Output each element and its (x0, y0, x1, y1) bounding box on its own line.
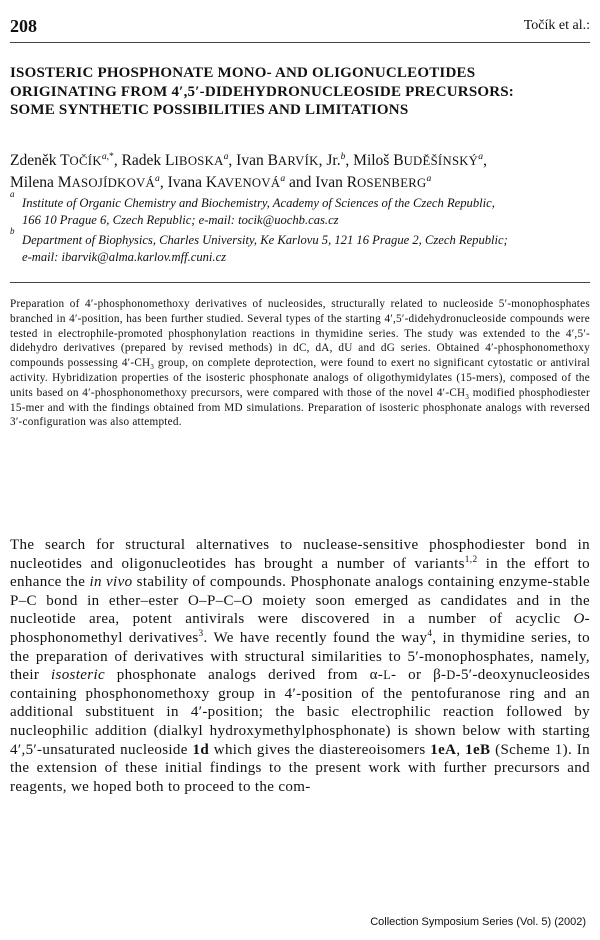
page-footer: Collection Symposium Series (Vol. 5) (2002) (370, 916, 586, 928)
page-number: 208 (10, 16, 37, 36)
author-kavenova: Ivana KAVENOVÁ$^a$ (167, 172, 286, 191)
author-rosenberg: Ivan ROSENBERG$^a$ (315, 172, 432, 191)
author-list: Zdeněk $TOČÍK^{a,*}$, Radek LIBOSKA$^a$, Ivan BARVÍK, Jr.$^b$, Miloš BUDĚŠÍNSKÝ$^a$, Milena MASOJÍDKOVÁ$^a$, Ivana KAVENOVÁ$^a$ and Ivan ROSENBERG$^a$ (10, 150, 487, 191)
title-line-3: SOME SYNTHETIC POSSIBILITIES AND LIMITATIONS (10, 102, 409, 118)
compound-label: 1d (192, 741, 210, 758)
author-tocik: Zdeněk $TOČÍK^{a,*}$ (10, 150, 114, 169)
citation-ref: 1,2 (464, 554, 478, 565)
body-paragraph: The search for structural alternatives to nuclease-sensitive phosphodiester bond in nucleotides and oligonucleotides has brought a number of variants$^{1,2}$ in the effort to enhance the in vivo stability of compounds. Phosphonate analogs containing enzyme-stable P–C bond in ether–ester O–P–C–O moiety soon emerged as candidates and in the nucleotide area, potent antivirals were discovered in a number of acyclic O-phosphonomethyl derivatives$^3$. We have recently found the way$^4$, in thymidine series, to the preparation of derivatives with structural similarities to 5′-monophosphates, namely, their isosteric phosphonate analogs derived from α-L- or β-D-5′-deoxynucleosides containing phosphonomethoxy group in 4′-position of the pentofuranose ring and an additional substituent in 4′-position; the basic electrophilic reaction followed by nucleophilic addition (dialkyl hydroxymethylphosphonate) is shown below with starting 4′,5′-unsaturated nucleoside 1d which gives the diastereoisomers 1eA, 1eB (Scheme 1). In the extension of these initial findings to the present work with further precursors and reagents, we hoped both to proceed to the com- (10, 537, 591, 795)
author-barvik: Ivan BARVÍK, Jr.$^b$ (236, 150, 346, 169)
citation-ref: 3 (198, 628, 204, 639)
author-liboska: Radek LIBOSKA$^a$ (121, 150, 229, 169)
title-line-1: ISOSTERIC PHOSPHONATE MONO- AND OLIGONUCLEOTIDES (10, 65, 476, 81)
page-header (10, 16, 590, 40)
author-budesinsky: Miloš BUDĚŠÍNSKÝ$^a$ (353, 150, 484, 169)
title-line-2: ORIGINATING FROM 4′,5′-DIDEHYDRONUCLEOSIDE PRECURSORS: (10, 83, 514, 100)
running-head: Točík et al.: (523, 18, 590, 33)
header-rule (10, 42, 590, 43)
article-title (10, 64, 590, 120)
affiliation-a: a Institute of Organic Chemistry and Biochemistry, Academy of Sciences of the Czech Republic, 166 10 Prague 6, Czech Republic; e-mail: tocik@uochb.cas.cz (10, 189, 495, 227)
compound-label: 1eA (430, 741, 457, 758)
abstract-rule (10, 282, 590, 283)
affiliation-b: b Department of Biophysics, Charles University, Ke Karlovu 5, 121 16 Prague 2, Czech Republic; e-mail: ibarvik@alma.karlov.mff.cuni.cz (10, 226, 508, 264)
abstract: Preparation of 4′-phosphonomethoxy derivatives of nucleosides, structurally related to nucleoside 5′-monophosphates branched in 4′-position, has been further studied. Several types of the starting 4′,5′-didehydronucleoside compounds were tested in electrophile-promoted phosphonylation reactions in thymidine series. The study was extended to the 4′,5′-didehydro derivatives (prepared by revised methods) in dC, dA, dU and dG series. Obtained 4′-phosphonomethoxy compounds possessing $4'-CH_3$ group, on complete deprotection, were found to exert no significant cytostatic or antiviral activity. Hybridization properties of the isosteric phosphonate analogs of oligothymidylates (15-mers), composed of the units based on 4′-phosphonomethoxy precursors, were compared with those of the novel $4'-CH_3$ modified phosphodiester 15-mer and with the findings obtained from MD simulations. Preparation of isosteric phosphonate analogs with reversed 3′-configuration was also attempted. (10, 298, 590, 429)
compound-label: 1eB (465, 741, 491, 758)
citation-ref: 4 (427, 628, 433, 639)
author-masojidkova: Milena MASOJÍDKOVÁ$^a$ (10, 172, 160, 191)
